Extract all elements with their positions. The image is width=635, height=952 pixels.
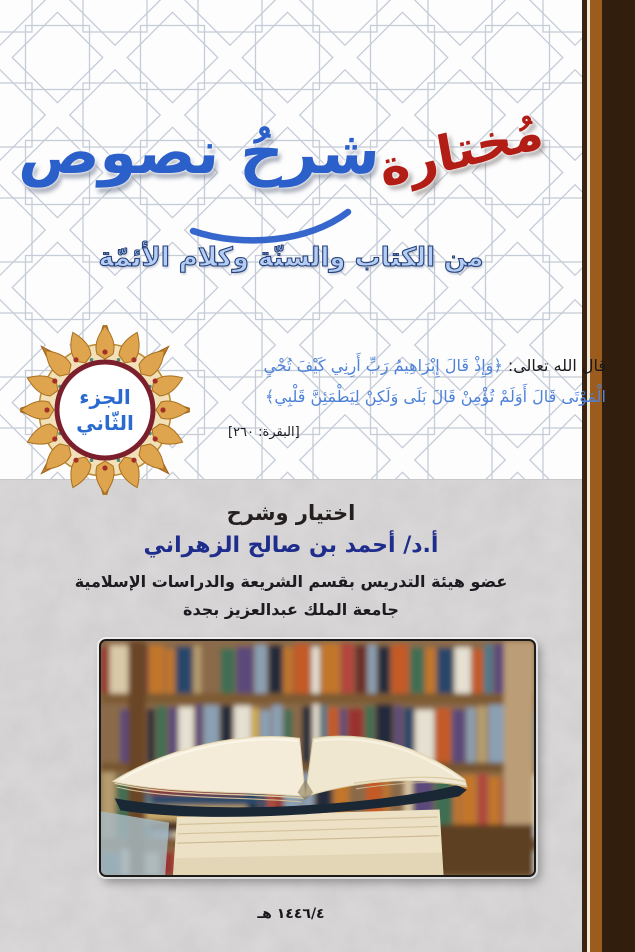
volume-label-line1: الجزء [79, 385, 131, 409]
author-name: أ.د/ أحمد بن صالح الزهراني [143, 533, 439, 558]
verse-line2: الْمَوْتَى قَالَ أَوَلَمْ تُؤْمِنْ قَالَ بَلَى وَلَكِنْ لِيَطْمَئِنَّ قَلْبِي﴾ [264, 387, 606, 406]
calligraphy-swoosh [185, 204, 355, 248]
title-word-mukhtara: مُختارة [374, 102, 548, 199]
book-subtitle: من الكتاب والسنّة وكلام الأئمّة [98, 243, 484, 273]
hijri-date: ١٤٤٦/٤ هـ [257, 906, 325, 922]
verse-text-part1: ﴿وَإِذْ قَالَ إِبْرَاهِيمُ رَبِّ أَرِنِي كَيْفَ تُحْيِ [263, 356, 503, 375]
volume-label [20, 325, 190, 495]
edge-stripe-caramel [590, 0, 602, 952]
verse-line1 [228, 350, 606, 381]
quran-verse-block [228, 350, 606, 448]
edge-stripe-wide-dark [602, 0, 635, 952]
open-book-library-photo [99, 639, 536, 877]
verse-reference: [البقرة: ٢٦٠] [228, 425, 300, 440]
verse-intro: قال الله تعالى: [507, 356, 606, 375]
byline-label: اختيار وشرح [226, 501, 356, 525]
volume-label-line2: الثّاني [76, 411, 134, 435]
book-title [0, 102, 584, 199]
volume-medallion [20, 325, 190, 495]
title-words-sharh-nusus: شرحُ نصوص [17, 118, 383, 188]
author-affiliation-line2: جامعة الملك عبدالعزيز بجدة [183, 600, 399, 619]
author-affiliation-line1: عضو هيئة التدريس بقسم الشريعة والدراسات الإسلامية [74, 572, 508, 591]
